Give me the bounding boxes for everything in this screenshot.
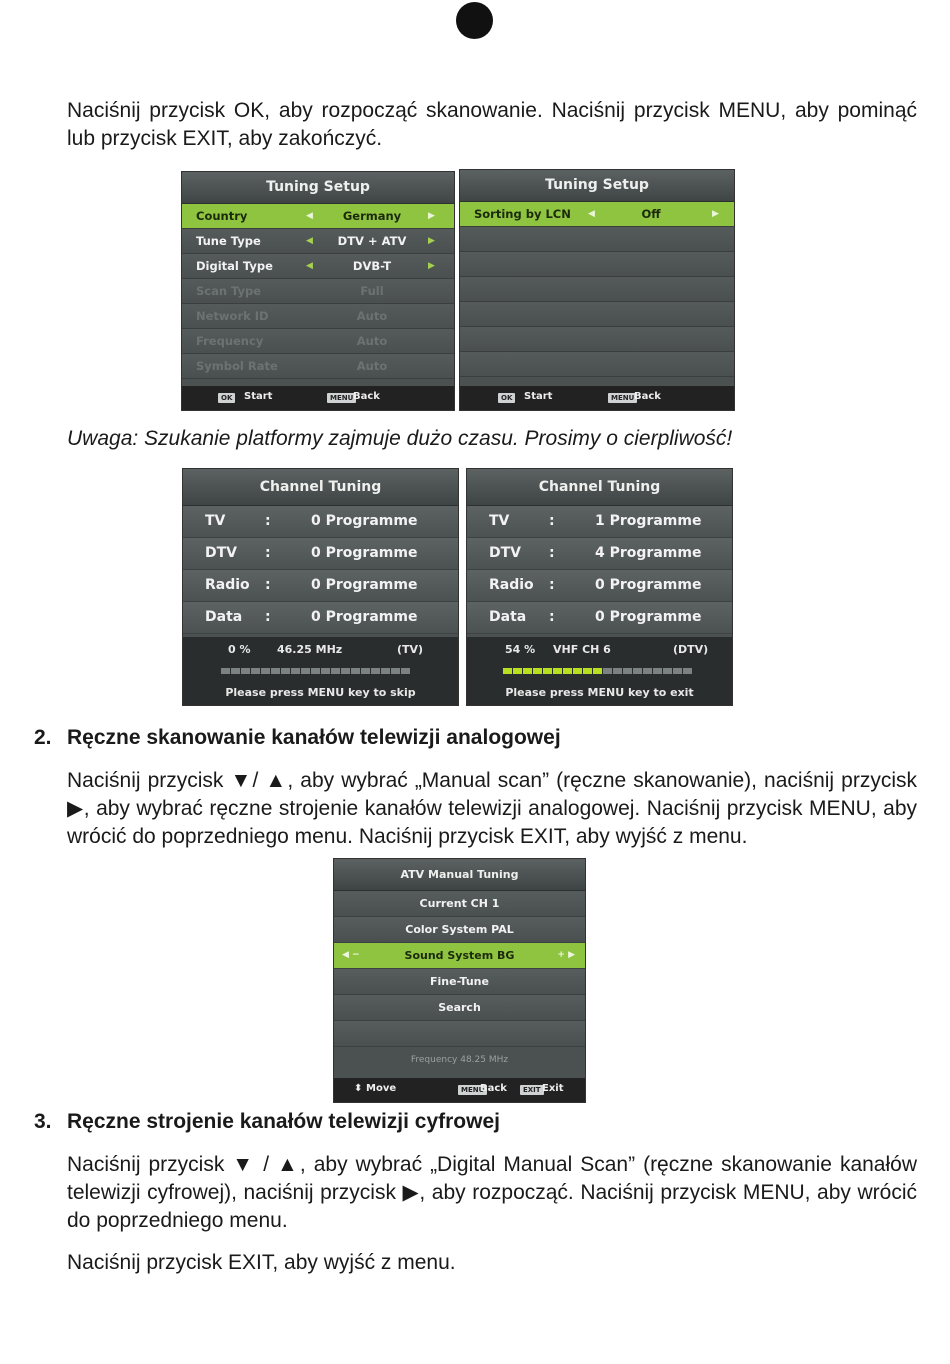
atv-frequency: Frequency 48.25 MHz: [410, 1055, 509, 1065]
osd-row-empty: [460, 302, 734, 327]
right-arrow-icon: ▶: [428, 236, 435, 246]
row-label: Sorting by LCN: [474, 207, 571, 221]
row-value: 0 Programme: [311, 545, 418, 561]
page-marker-dot: [456, 2, 493, 39]
atv-row-sound-system: [334, 943, 585, 969]
progress-segment: [261, 668, 270, 674]
row-value: Full: [360, 284, 384, 298]
row-value: Auto: [356, 359, 388, 373]
row-colon: :: [549, 609, 555, 625]
left-arrow-minus-icon: ◀ −: [342, 950, 360, 960]
menu-key-icon: MENU: [608, 393, 637, 403]
progress-segment: [633, 668, 642, 674]
row-label: TV: [489, 513, 510, 529]
right-arrow-icon: ▶: [428, 211, 435, 221]
row-label: Tune Type: [196, 234, 261, 248]
section-number: 3.: [34, 1110, 52, 1133]
progress-segment: [351, 668, 360, 674]
progress-segment: [341, 668, 350, 674]
osd-row-frequency: [182, 329, 454, 354]
row-value: 0 Programme: [595, 577, 702, 593]
start-label: Start: [524, 391, 553, 402]
row-label: DTV: [205, 545, 238, 561]
row-label: Sound System BG: [404, 949, 515, 962]
atv-row-empty: [334, 1021, 585, 1047]
left-arrow-icon: ◀: [588, 209, 595, 219]
row-label: Frequency: [196, 334, 264, 348]
row-value: 0 Programme: [595, 609, 702, 625]
section-3-text: Naciśnij przycisk ▼ / ▲, aby wybrać „Digital Manual Scan” (ręczne skanowanie kanałów telewizji cyfrowej), naciśnij przycisk ▶, aby rozpocząć. Naciśnij przycisk MENU, aby wrócić do poprzedniego menu.: [67, 1153, 917, 1232]
menu-key-icon: MENU: [327, 393, 356, 403]
row-label: Scan Type: [196, 284, 262, 298]
row-label: Radio: [489, 577, 534, 593]
section-3-heading: [34, 1110, 500, 1134]
osd-footer: [182, 386, 454, 410]
osd-row-scan-type: [182, 279, 454, 304]
back-label: Back: [480, 1083, 507, 1094]
back-label: Back: [634, 391, 661, 402]
atv-manual-tuning-screen: [333, 858, 586, 1103]
progress-frequency: 46.25 MHz: [277, 643, 343, 656]
osd-footer: [460, 386, 734, 410]
progress-segment: [371, 668, 380, 674]
note-text: Uwaga: Szukanie platformy zajmuje dużo czasu. Prosimy o cierpliwość!: [67, 427, 733, 450]
row-label: Data: [205, 609, 243, 625]
progress-segment: [683, 668, 692, 674]
intro-paragraph: Naciśnij przycisk OK, aby rozpocząć skanowanie. Naciśnij przycisk MENU, aby pominąć lub przycisk EXIT, aby zakończyć.: [67, 99, 917, 150]
right-arrow-icon: ▶: [712, 209, 719, 219]
exit-label: Exit: [542, 1083, 564, 1094]
progress-segment: [603, 668, 612, 674]
section-2-text: Naciśnij przycisk ▼/ ▲, aby wybrać „Manual scan” (ręczne skanowanie), naciśnij przycisk ▶, aby wybrać ręczne strojenie kanałów telewizji analogowej. Naciśnij przycisk MENU, aby wrócić do poprzedniego menu. Naciśnij przycisk EXIT, aby wyjść z menu.: [67, 769, 917, 848]
section-number: 2.: [34, 726, 52, 749]
channel-row-data: [467, 602, 732, 634]
osd-row-empty: [460, 327, 734, 352]
osd-row-sorting-lcn: [460, 202, 734, 227]
progress-segment: [563, 668, 572, 674]
progress-segment: [613, 668, 622, 674]
osd-row-network-id: [182, 304, 454, 329]
channel-row-data: [183, 602, 458, 634]
progress-frequency: VHF CH 6: [553, 643, 611, 656]
row-label: Network ID: [196, 309, 269, 323]
osd-row-country: [182, 204, 454, 229]
row-colon: :: [265, 609, 271, 625]
row-colon: :: [549, 577, 555, 593]
atv-row-current-ch: Current CH 1: [334, 891, 585, 917]
row-colon: :: [265, 545, 271, 561]
progress-segment: [311, 668, 320, 674]
osd-row-symbol-rate: [182, 354, 454, 379]
row-value: 1 Programme: [595, 513, 702, 529]
progress-percent: 54 %: [505, 643, 536, 656]
osd-row-empty: [460, 252, 734, 277]
back-label: Back: [353, 391, 380, 402]
progress-segment: [583, 668, 592, 674]
progress-segment: [251, 668, 260, 674]
row-value: 0 Programme: [311, 577, 418, 593]
exit-message: Please press MENU key to exit: [505, 686, 694, 699]
section-title: Ręczne strojenie kanałów telewizji cyfrowej: [67, 1110, 500, 1133]
row-label: TV: [205, 513, 226, 529]
left-arrow-icon: ◀: [306, 261, 313, 271]
section-2-heading: [34, 726, 561, 750]
progress-type: (TV): [397, 643, 424, 656]
row-value: Germany: [342, 209, 402, 223]
progress-segment: [231, 668, 240, 674]
row-value: DTV + ATV: [337, 234, 407, 248]
atv-row-fine-tune: Fine-Tune: [334, 969, 585, 995]
atv-row-color-system: Color System PAL: [334, 917, 585, 943]
progress-segment: [271, 668, 280, 674]
progress-segment: [653, 668, 662, 674]
up-down-arrow-icon: ⬍: [354, 1083, 363, 1094]
progress-segment: [523, 668, 532, 674]
left-arrow-icon: ◀: [306, 236, 313, 246]
progress-area: [183, 637, 458, 705]
osd-title: Tuning Setup: [460, 170, 734, 202]
osd-row-empty: [460, 352, 734, 377]
progress-segment: [593, 668, 602, 674]
progress-segment: [331, 668, 340, 674]
osd-row-empty: [460, 227, 734, 252]
progress-segment: [391, 668, 400, 674]
progress-segment: [401, 668, 410, 674]
channel-row-radio: [467, 570, 732, 602]
tuning-setup-screen-left: [181, 171, 455, 411]
progress-segment: [673, 668, 682, 674]
progress-segment: [291, 668, 300, 674]
progress-segment: [663, 668, 672, 674]
progress-segment: [241, 668, 250, 674]
row-value: 0 Programme: [311, 513, 418, 529]
progress-bar: [503, 664, 693, 670]
progress-segment: [301, 668, 310, 674]
right-arrow-icon: ▶: [428, 261, 435, 271]
channel-row-dtv: [467, 538, 732, 570]
row-value: Off: [641, 207, 661, 221]
osd-row-empty: [460, 277, 734, 302]
osd-title: Channel Tuning: [467, 469, 732, 506]
menu-key-icon: MENU: [458, 1085, 487, 1095]
start-label: Start: [244, 391, 273, 402]
progress-segment: [503, 668, 512, 674]
osd-row-digital-type: [182, 254, 454, 279]
osd-row-tune-type: [182, 229, 454, 254]
progress-segment: [321, 668, 330, 674]
exit-key-icon: EXIT: [520, 1085, 544, 1095]
osd-title: Channel Tuning: [183, 469, 458, 506]
section-title: Ręczne skanowanie kanałów telewizji analogowej: [67, 726, 561, 749]
row-label: Digital Type: [196, 259, 273, 273]
row-colon: :: [549, 545, 555, 561]
progress-bar: [221, 664, 411, 670]
channel-row-tv: [467, 506, 732, 538]
skip-message: Please press MENU key to skip: [225, 686, 416, 699]
osd-footer: [334, 1078, 585, 1102]
row-colon: :: [549, 513, 555, 529]
row-value: DVB-T: [352, 259, 392, 273]
ok-key-icon: OK: [218, 393, 235, 403]
progress-segment: [623, 668, 632, 674]
row-label: DTV: [489, 545, 522, 561]
channel-row-tv: [183, 506, 458, 538]
row-colon: :: [265, 513, 271, 529]
osd-title: Tuning Setup: [182, 172, 454, 204]
progress-segment: [553, 668, 562, 674]
progress-type: (DTV): [673, 643, 709, 656]
progress-percent: 0 %: [228, 643, 251, 656]
progress-segment: [221, 668, 230, 674]
progress-segment: [381, 668, 390, 674]
tuning-setup-screen-right: [459, 169, 735, 411]
row-label: Country: [196, 209, 248, 223]
left-arrow-icon: ◀: [306, 211, 313, 221]
row-value: Auto: [356, 334, 388, 348]
progress-segment: [573, 668, 582, 674]
atv-row-search: Search: [334, 995, 585, 1021]
row-value: 4 Programme: [595, 545, 702, 561]
row-value: 0 Programme: [311, 609, 418, 625]
channel-tuning-screen-left: [182, 468, 459, 706]
progress-segment: [643, 668, 652, 674]
section-3-text-exit: Naciśnij przycisk EXIT, aby wyjść z menu.: [67, 1251, 456, 1274]
row-colon: :: [265, 577, 271, 593]
progress-segment: [361, 668, 370, 674]
progress-area: [467, 637, 732, 705]
plus-right-arrow-icon: + ▶: [557, 950, 575, 960]
progress-segment: [281, 668, 290, 674]
row-label: Radio: [205, 577, 250, 593]
osd-title: ATV Manual Tuning: [334, 859, 585, 891]
row-value: Auto: [356, 309, 388, 323]
move-label: Move: [366, 1083, 397, 1094]
ok-key-icon: OK: [498, 393, 515, 403]
channel-tuning-screen-right: [466, 468, 733, 706]
progress-segment: [543, 668, 552, 674]
row-label: Data: [489, 609, 527, 625]
progress-segment: [533, 668, 542, 674]
channel-row-radio: [183, 570, 458, 602]
channel-row-dtv: [183, 538, 458, 570]
row-label: Symbol Rate: [196, 359, 278, 373]
progress-segment: [513, 668, 522, 674]
